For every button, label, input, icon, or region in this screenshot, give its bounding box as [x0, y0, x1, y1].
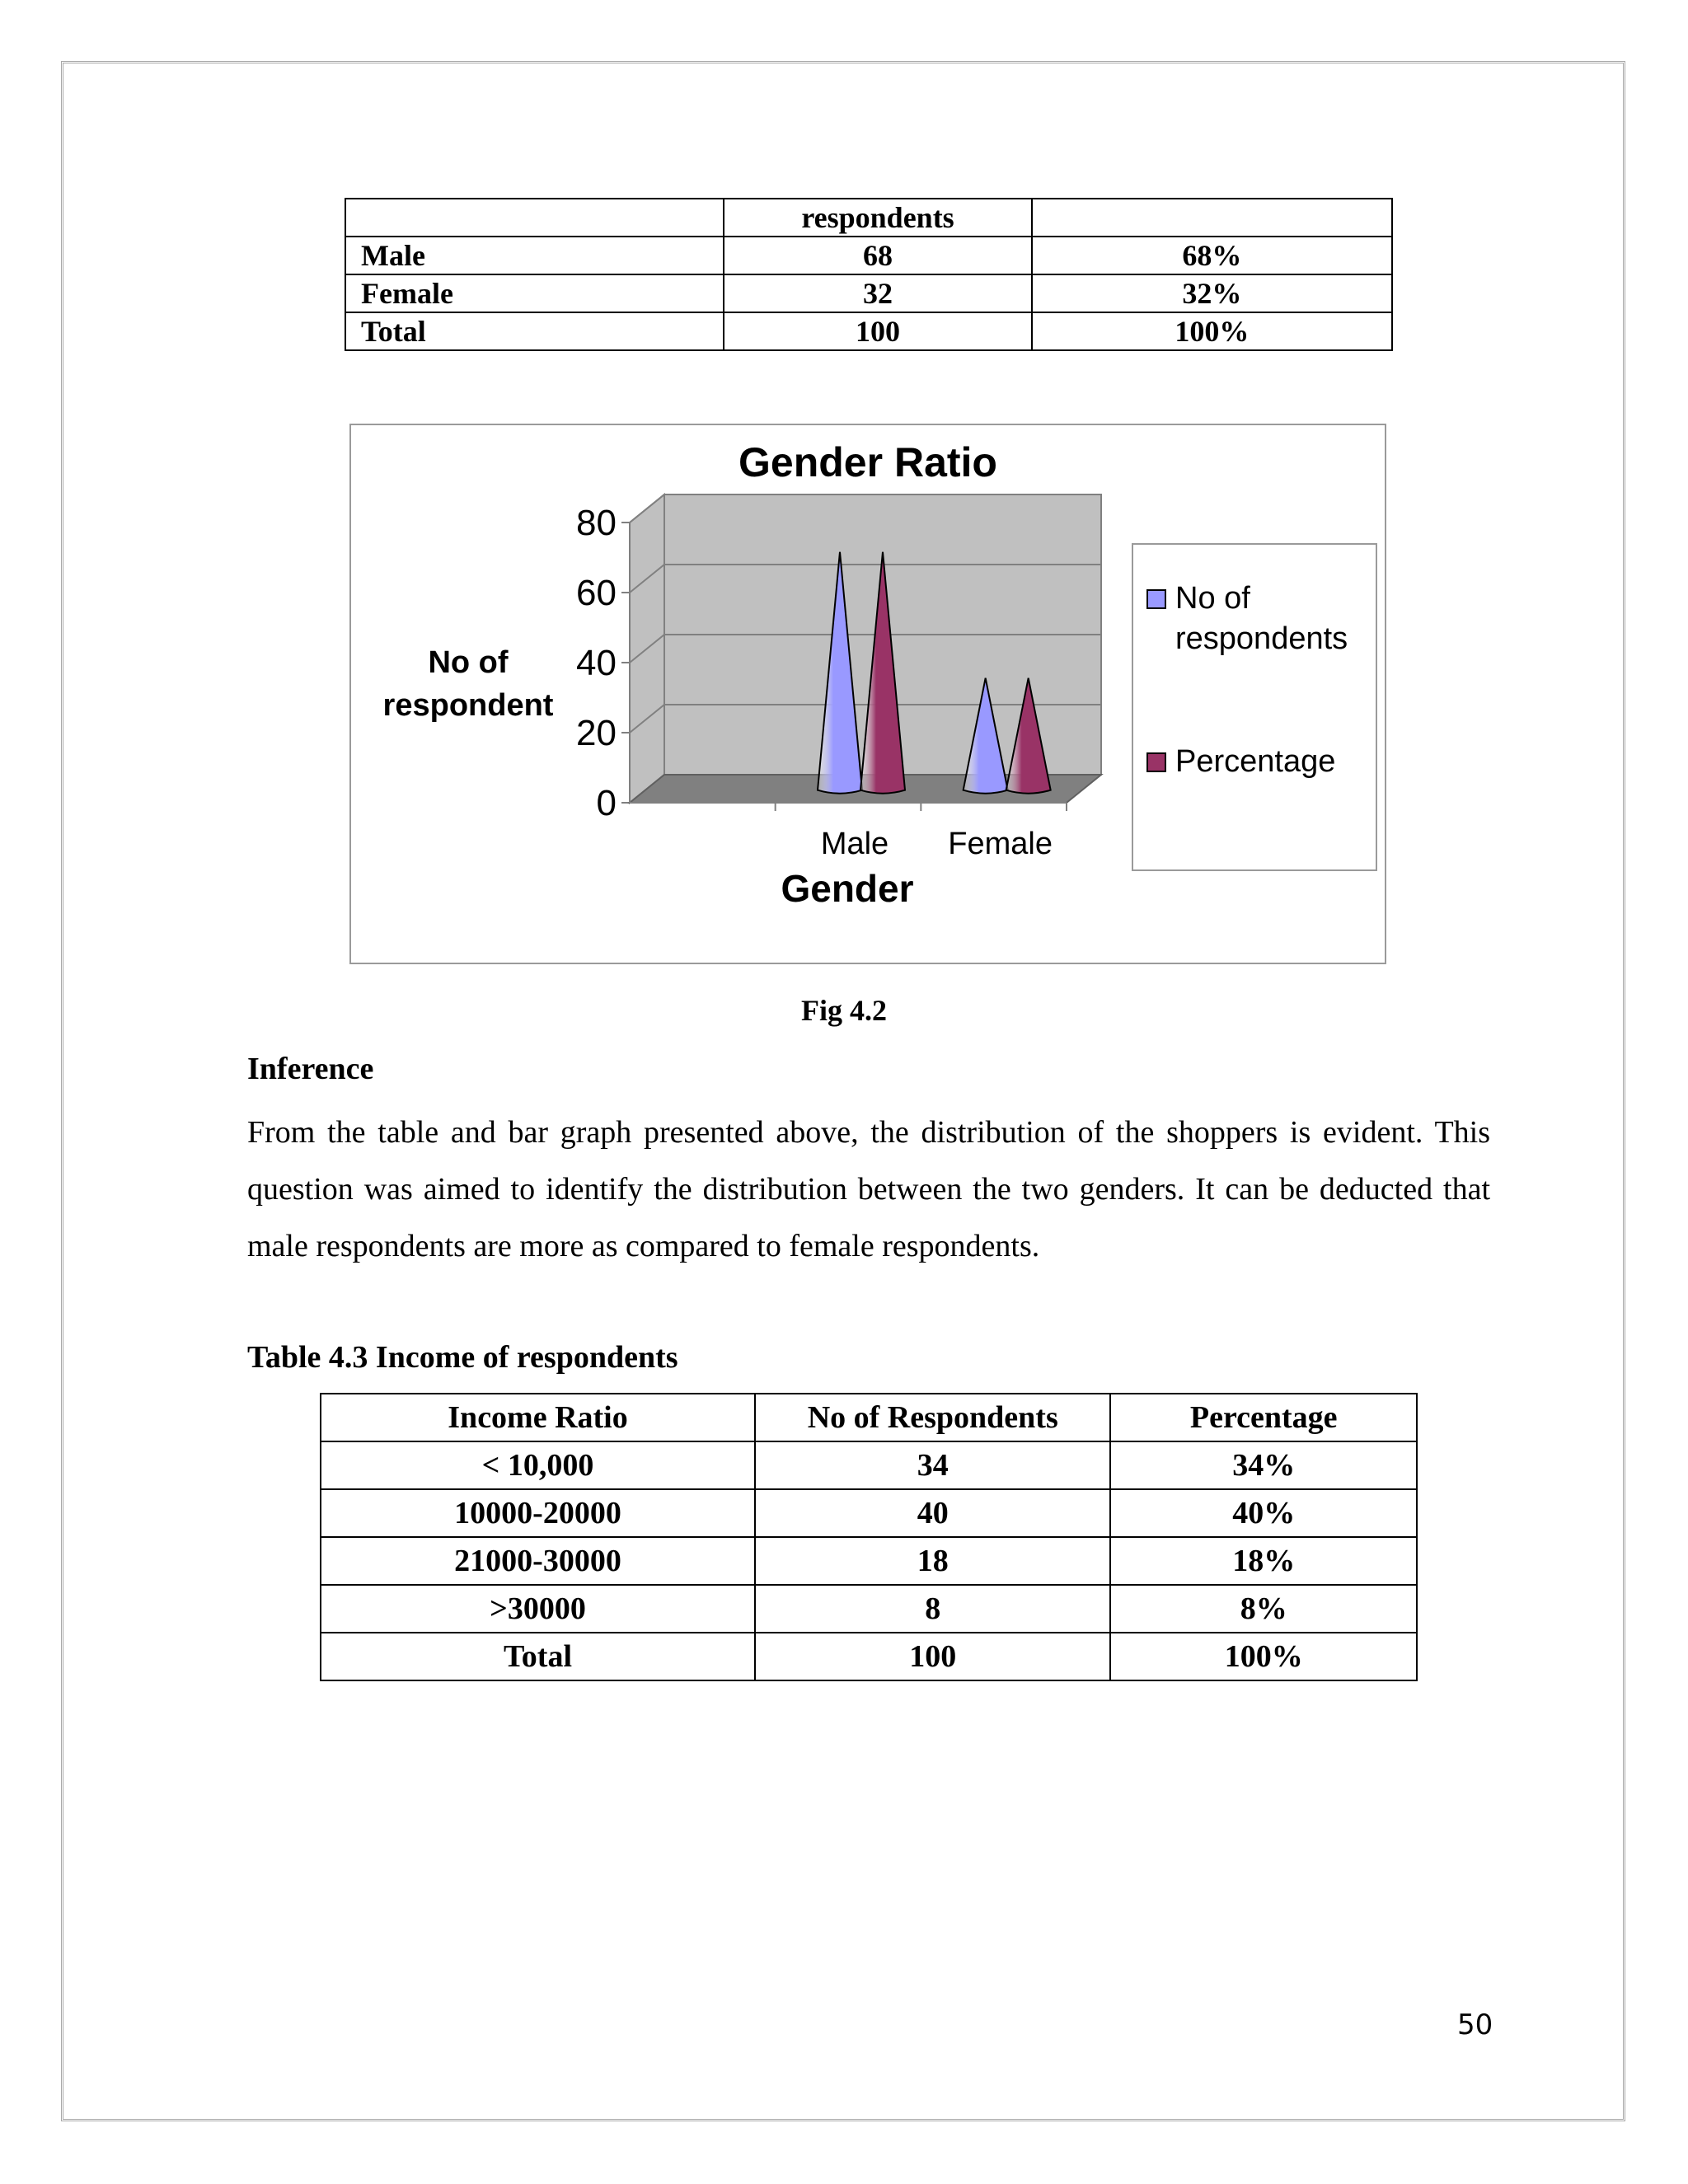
legend-swatch-1	[1147, 590, 1165, 608]
gender-ratio-chart	[349, 424, 1386, 964]
table-cell: 100%	[1032, 312, 1392, 350]
table-cell: 8%	[1110, 1585, 1417, 1633]
table-cell: 100	[724, 312, 1032, 350]
table-cell: Total	[321, 1633, 755, 1680]
table-cell: 34	[755, 1441, 1110, 1489]
y-axis-title-line1: No of	[428, 645, 509, 680]
column-header: Income Ratio	[321, 1394, 755, 1441]
y-axis-title-line2: respondent	[382, 688, 554, 723]
legend-box	[1132, 544, 1376, 870]
page-border	[61, 61, 1625, 2121]
y-tick-label: 40	[576, 643, 617, 683]
table-cell: 100	[755, 1633, 1110, 1680]
x-tick-label: Female	[948, 827, 1053, 861]
legend-label: Percentage	[1175, 744, 1336, 779]
chart-title: Gender Ratio	[738, 439, 997, 485]
table-cell: 8	[755, 1585, 1110, 1633]
table-cell	[345, 199, 724, 237]
inference-paragraph: From the table and bar graph presented above, the distribution of the shoppers is evident. This question was aimed to identify the distribution between the two genders. It can be deducted that male respondents are more as compared to female respondents.	[247, 1115, 1490, 1263]
table-cell: 32	[724, 274, 1032, 312]
table-cell: >30000	[321, 1585, 755, 1633]
table-cell: 68	[724, 237, 1032, 274]
y-tick-label: 80	[576, 503, 617, 543]
table-row	[321, 1585, 1417, 1633]
table-row	[321, 1489, 1417, 1537]
y-tick-label: 60	[576, 573, 617, 613]
table-row	[345, 274, 1392, 312]
table-cell: 18	[755, 1537, 1110, 1585]
figure-caption: Fig 4.2	[801, 994, 887, 1027]
inference-heading: Inference	[247, 1052, 374, 1086]
table-cell: respondents	[724, 199, 1032, 237]
table-cell: 40	[755, 1489, 1110, 1537]
table-row	[321, 1633, 1417, 1680]
column-header: No of Respondents	[755, 1394, 1110, 1441]
table-cell: 40%	[1110, 1489, 1417, 1537]
legend-swatch-2	[1147, 753, 1165, 771]
column-header: Percentage	[1110, 1394, 1417, 1441]
table-cell: 18%	[1110, 1537, 1417, 1585]
table-title: Table 4.3 Income of respondents	[247, 1340, 678, 1375]
table-row	[345, 237, 1392, 274]
table-cell: Male	[345, 237, 724, 274]
table-cell: 34%	[1110, 1441, 1417, 1489]
table-row	[321, 1441, 1417, 1489]
chart-canvas	[351, 425, 1385, 963]
x-tick-label: Male	[820, 827, 889, 861]
x-axis-title: Gender	[781, 867, 914, 910]
table-cell	[1032, 199, 1392, 237]
income-table	[320, 1393, 1418, 1681]
legend-label: No of	[1175, 581, 1250, 616]
table-header-row	[321, 1394, 1417, 1441]
table-cell: 68%	[1032, 237, 1392, 274]
y-tick-label: 20	[576, 713, 617, 753]
table-cell: < 10,000	[321, 1441, 755, 1489]
page-number: 50	[1457, 2008, 1493, 2041]
table-cell: 10000-20000	[321, 1489, 755, 1537]
table-cell: 32%	[1032, 274, 1392, 312]
table-cell: 100%	[1110, 1633, 1417, 1680]
y-tick-label: 0	[596, 783, 617, 823]
table-cell: Total	[345, 312, 724, 350]
gender-table	[345, 198, 1393, 351]
table-row	[345, 312, 1392, 350]
table-row	[345, 199, 1392, 237]
table-cell: 21000-30000	[321, 1537, 755, 1585]
legend-label: respondents	[1175, 621, 1348, 656]
table-cell: Female	[345, 274, 724, 312]
table-row	[321, 1537, 1417, 1585]
